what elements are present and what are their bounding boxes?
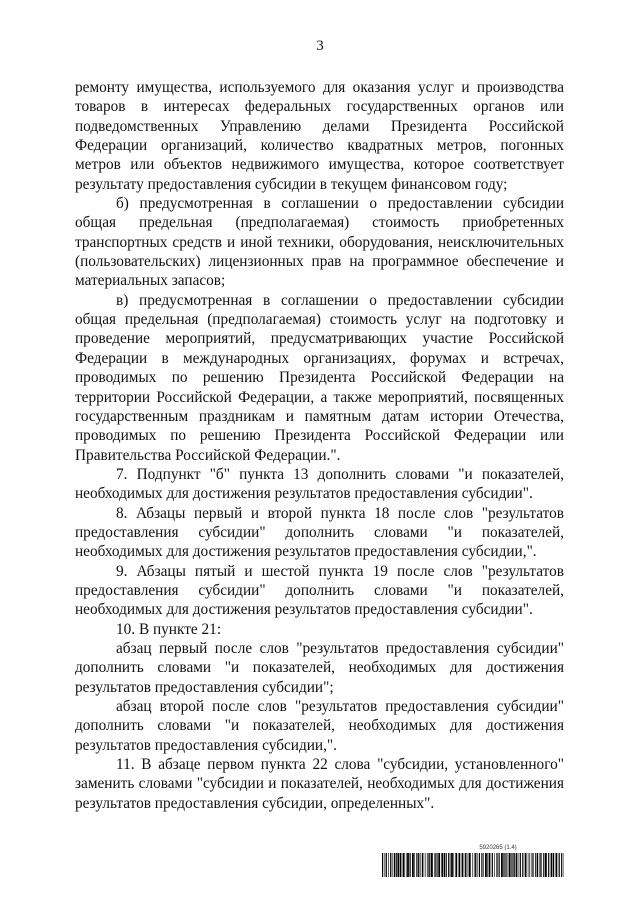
document-code: 5920265 (1.4) (479, 845, 517, 851)
paragraph-5: 8. Абзацы первый и второй пункта 18 после слов "результатов предоставления субсидии" дополнить словами "и показателей, необходимых для достижения результатов предоставления субсидии,". (75, 504, 564, 561)
barcode (382, 853, 564, 877)
paragraph-7: 10. В пункте 21: (116, 620, 222, 638)
paragraph-3: в) предусмотренная в соглашении о предоставлении субсидии общая предельная (предполагаемая) стоимость услуг на подготовку и проведение мероприятий, предусматривающих участие Российской Федерации в международных организациях, форумах и встречах, проводимых по решению Президента Российской Федерации на территории Российской Федерации, а также мероприятий, посвященных государственным праздникам и памятным датам истории Отечества, проводимых по решению Президента Российской Федерации или Правительства Российской Федерации.". (75, 291, 564, 464)
paragraph-4: 7. Подпункт "б" пункта 13 дополнить словами "и показателей, необходимых для достижения результатов предоставления субсидии". (75, 465, 564, 503)
paragraph-8: абзац первый после слов "результатов предоставления субсидии" дополнить словами "и показателей, необходимых для достижения результатов предоставления субсидии"; (75, 639, 564, 696)
paragraph-6: 9. Абзацы пятый и шестой пункта 19 после слов "результатов предоставления субсидии" дополнить словами "и показателей, необходимых для достижения результатов предоставления субсидии". (75, 562, 564, 619)
paragraph-10: 11. В абзаце первом пункта 22 слова "субсидии, установленного" заменить словами "субсидии и показателей, необходимых для достижения результатов предоставления субсидии, определенных". (75, 756, 564, 812)
paragraph-1: ремонту имущества, используемого для оказания услуг и производства товаров в интересах федеральных государственных органов или подведомственных Управлению делами Президента Российской Федерации организаций, количество квадратных метров, погонных метров или объектов недвижимого имущества, которое соответствует результату предоставления субсидии в текущем финансовом году; (75, 79, 564, 193)
document-body (75, 78, 564, 813)
paragraph-9: абзац второй после слов "результатов предоставления субсидии" дополнить словами "и показателей, необходимых для достижения результатов предоставления субсидии,". (75, 698, 564, 754)
paragraph-2: б) предусмотренная в соглашении о предоставлении субсидии общая предельная (предполагаемая) стоимость приобретенных транспортных средств и иной техники, оборудования, неисключительных (пользовательских) лицензионных прав на программное обеспечение и материальных запасов; (75, 195, 564, 290)
page-number: 3 (316, 38, 324, 54)
